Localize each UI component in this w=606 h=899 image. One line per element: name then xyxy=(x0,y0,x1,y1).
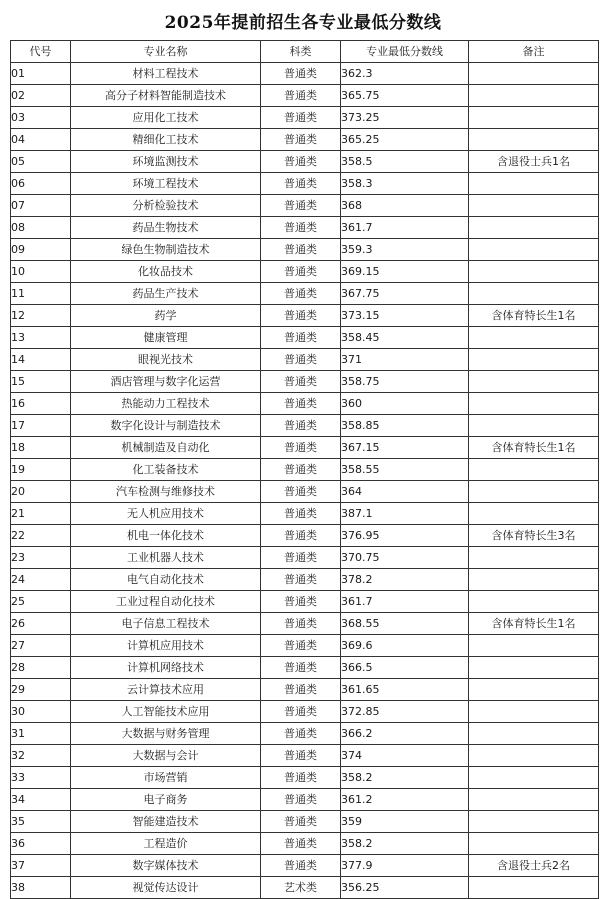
cell-score: 368 xyxy=(341,195,469,217)
cell-name: 化工装备技术 xyxy=(71,459,261,481)
cell-score: 373.15 xyxy=(341,305,469,327)
cell-name: 材料工程技术 xyxy=(71,63,261,85)
table-row xyxy=(11,525,599,547)
cell-name: 数字化设计与制造技术 xyxy=(71,415,261,437)
cell-name: 热能动力工程技术 xyxy=(71,393,261,415)
cell-note xyxy=(469,173,599,195)
cell-code: 09 xyxy=(11,239,71,261)
cell-name: 电子商务 xyxy=(71,789,261,811)
cell-note xyxy=(469,85,599,107)
cell-score: 361.7 xyxy=(341,591,469,613)
table-row xyxy=(11,657,599,679)
cell-score: 358.85 xyxy=(341,415,469,437)
cell-name: 数字媒体技术 xyxy=(71,855,261,877)
cell-name: 机电一体化技术 xyxy=(71,525,261,547)
header-name: 专业名称 xyxy=(71,41,261,63)
cell-name: 大数据与会计 xyxy=(71,745,261,767)
cell-type: 普通类 xyxy=(261,151,341,173)
cell-note xyxy=(469,217,599,239)
cell-code: 31 xyxy=(11,723,71,745)
cell-note: 含退役士兵2名 xyxy=(469,855,599,877)
cell-code: 04 xyxy=(11,129,71,151)
cell-note xyxy=(469,789,599,811)
cell-type: 普通类 xyxy=(261,745,341,767)
table-row xyxy=(11,107,599,129)
cell-note xyxy=(469,415,599,437)
cell-type: 普通类 xyxy=(261,393,341,415)
cell-score: 361.2 xyxy=(341,789,469,811)
cell-score: 366.5 xyxy=(341,657,469,679)
cell-note xyxy=(469,327,599,349)
cell-note xyxy=(469,239,599,261)
cell-code: 12 xyxy=(11,305,71,327)
cell-score: 371 xyxy=(341,349,469,371)
cell-note xyxy=(469,723,599,745)
table-row xyxy=(11,679,599,701)
cell-code: 21 xyxy=(11,503,71,525)
cell-name: 无人机应用技术 xyxy=(71,503,261,525)
header-row xyxy=(11,41,599,63)
cell-note xyxy=(469,261,599,283)
cell-note xyxy=(469,569,599,591)
cell-name: 化妆品技术 xyxy=(71,261,261,283)
table-row xyxy=(11,415,599,437)
cell-type: 普通类 xyxy=(261,635,341,657)
cell-note xyxy=(469,833,599,855)
cell-name: 应用化工技术 xyxy=(71,107,261,129)
cell-type: 普通类 xyxy=(261,107,341,129)
cell-code: 05 xyxy=(11,151,71,173)
cell-note xyxy=(469,63,599,85)
cell-type: 普通类 xyxy=(261,327,341,349)
table-row xyxy=(11,349,599,371)
cell-type: 普通类 xyxy=(261,481,341,503)
cell-type: 普通类 xyxy=(261,85,341,107)
cell-score: 376.95 xyxy=(341,525,469,547)
cell-score: 360 xyxy=(341,393,469,415)
cell-type: 普通类 xyxy=(261,569,341,591)
table-row xyxy=(11,305,599,327)
cell-note xyxy=(469,657,599,679)
cell-code: 19 xyxy=(11,459,71,481)
cell-name: 环境工程技术 xyxy=(71,173,261,195)
table-row xyxy=(11,613,599,635)
table-row xyxy=(11,63,599,85)
cell-name: 工业过程自动化技术 xyxy=(71,591,261,613)
cell-code: 11 xyxy=(11,283,71,305)
cell-type: 普通类 xyxy=(261,591,341,613)
cell-type: 普通类 xyxy=(261,657,341,679)
page-title: 2025年提前招生各专业最低分数线 xyxy=(164,13,442,33)
cell-code: 20 xyxy=(11,481,71,503)
cell-type: 普通类 xyxy=(261,283,341,305)
cell-name: 环境监测技术 xyxy=(71,151,261,173)
cell-type: 普通类 xyxy=(261,195,341,217)
cell-name: 人工智能技术应用 xyxy=(71,701,261,723)
cell-score: 377.9 xyxy=(341,855,469,877)
cell-note xyxy=(469,349,599,371)
cell-type: 普通类 xyxy=(261,63,341,85)
cell-code: 34 xyxy=(11,789,71,811)
header-code: 代号 xyxy=(11,41,71,63)
table-row xyxy=(11,151,599,173)
cell-score: 370.75 xyxy=(341,547,469,569)
cell-type: 普通类 xyxy=(261,217,341,239)
cell-score: 369.6 xyxy=(341,635,469,657)
cell-name: 精细化工技术 xyxy=(71,129,261,151)
cell-note: 含体育特长生1名 xyxy=(469,305,599,327)
table-row xyxy=(11,195,599,217)
cell-score: 356.25 xyxy=(341,877,469,899)
cell-code: 22 xyxy=(11,525,71,547)
cell-name: 眼视光技术 xyxy=(71,349,261,371)
cell-score: 364 xyxy=(341,481,469,503)
table-row xyxy=(11,789,599,811)
cell-score: 359.3 xyxy=(341,239,469,261)
table-row xyxy=(11,459,599,481)
cell-code: 29 xyxy=(11,679,71,701)
cell-code: 35 xyxy=(11,811,71,833)
cell-note xyxy=(469,503,599,525)
cell-type: 普通类 xyxy=(261,371,341,393)
cell-name: 电子信息工程技术 xyxy=(71,613,261,635)
cell-type: 普通类 xyxy=(261,239,341,261)
cell-code: 24 xyxy=(11,569,71,591)
score-table xyxy=(10,40,599,899)
cell-code: 23 xyxy=(11,547,71,569)
cell-type: 普通类 xyxy=(261,767,341,789)
cell-note xyxy=(469,283,599,305)
cell-code: 01 xyxy=(11,63,71,85)
cell-score: 378.2 xyxy=(341,569,469,591)
cell-note xyxy=(469,767,599,789)
table-row xyxy=(11,217,599,239)
cell-type: 普通类 xyxy=(261,415,341,437)
table-row xyxy=(11,437,599,459)
cell-type: 普通类 xyxy=(261,833,341,855)
cell-score: 367.75 xyxy=(341,283,469,305)
cell-type: 普通类 xyxy=(261,701,341,723)
cell-name: 健康管理 xyxy=(71,327,261,349)
cell-code: 26 xyxy=(11,613,71,635)
cell-name: 云计算技术应用 xyxy=(71,679,261,701)
table-row xyxy=(11,129,599,151)
cell-score: 374 xyxy=(341,745,469,767)
table-row xyxy=(11,393,599,415)
cell-type: 普通类 xyxy=(261,305,341,327)
cell-type: 普通类 xyxy=(261,525,341,547)
cell-type: 普通类 xyxy=(261,129,341,151)
cell-score: 362.3 xyxy=(341,63,469,85)
cell-type: 普通类 xyxy=(261,613,341,635)
table-row xyxy=(11,833,599,855)
cell-name: 绿色生物制造技术 xyxy=(71,239,261,261)
table-row xyxy=(11,701,599,723)
cell-type: 普通类 xyxy=(261,261,341,283)
cell-note xyxy=(469,371,599,393)
cell-name: 工程造价 xyxy=(71,833,261,855)
cell-note: 含体育特长生3名 xyxy=(469,525,599,547)
cell-type: 普通类 xyxy=(261,173,341,195)
cell-note: 含体育特长生1名 xyxy=(469,437,599,459)
cell-name: 药品生物技术 xyxy=(71,217,261,239)
cell-note xyxy=(469,679,599,701)
cell-type: 普通类 xyxy=(261,547,341,569)
cell-code: 03 xyxy=(11,107,71,129)
cell-score: 373.25 xyxy=(341,107,469,129)
cell-name: 药品生产技术 xyxy=(71,283,261,305)
cell-code: 32 xyxy=(11,745,71,767)
cell-name: 计算机应用技术 xyxy=(71,635,261,657)
cell-type: 普通类 xyxy=(261,811,341,833)
cell-type: 普通类 xyxy=(261,437,341,459)
cell-note xyxy=(469,481,599,503)
cell-note xyxy=(469,107,599,129)
cell-code: 02 xyxy=(11,85,71,107)
cell-code: 13 xyxy=(11,327,71,349)
cell-score: 365.25 xyxy=(341,129,469,151)
cell-type: 普通类 xyxy=(261,723,341,745)
cell-code: 18 xyxy=(11,437,71,459)
cell-note xyxy=(469,393,599,415)
cell-code: 08 xyxy=(11,217,71,239)
table-row xyxy=(11,261,599,283)
cell-name: 大数据与财务管理 xyxy=(71,723,261,745)
cell-code: 16 xyxy=(11,393,71,415)
cell-type: 普通类 xyxy=(261,503,341,525)
table-row xyxy=(11,283,599,305)
table-row xyxy=(11,811,599,833)
table-row xyxy=(11,547,599,569)
cell-note: 含退役士兵1名 xyxy=(469,151,599,173)
table-row xyxy=(11,855,599,877)
cell-code: 37 xyxy=(11,855,71,877)
cell-code: 38 xyxy=(11,877,71,899)
cell-note xyxy=(469,701,599,723)
cell-code: 14 xyxy=(11,349,71,371)
cell-note xyxy=(469,811,599,833)
cell-code: 15 xyxy=(11,371,71,393)
cell-name: 计算机网络技术 xyxy=(71,657,261,679)
cell-code: 33 xyxy=(11,767,71,789)
cell-code: 30 xyxy=(11,701,71,723)
table-row xyxy=(11,503,599,525)
cell-type: 普通类 xyxy=(261,349,341,371)
cell-score: 361.65 xyxy=(341,679,469,701)
cell-note xyxy=(469,591,599,613)
table-row xyxy=(11,327,599,349)
cell-score: 359 xyxy=(341,811,469,833)
cell-name: 智能建造技术 xyxy=(71,811,261,833)
cell-note xyxy=(469,745,599,767)
cell-type: 普通类 xyxy=(261,459,341,481)
header-note: 备注 xyxy=(469,41,599,63)
table-row xyxy=(11,371,599,393)
cell-name: 药学 xyxy=(71,305,261,327)
cell-code: 06 xyxy=(11,173,71,195)
cell-score: 369.15 xyxy=(341,261,469,283)
cell-name: 市场营销 xyxy=(71,767,261,789)
table-row xyxy=(11,767,599,789)
cell-name: 视觉传达设计 xyxy=(71,877,261,899)
cell-note xyxy=(469,547,599,569)
cell-score: 372.85 xyxy=(341,701,469,723)
table-row xyxy=(11,635,599,657)
cell-code: 36 xyxy=(11,833,71,855)
cell-score: 366.2 xyxy=(341,723,469,745)
cell-name: 电气自动化技术 xyxy=(71,569,261,591)
cell-type: 普通类 xyxy=(261,789,341,811)
cell-score: 368.55 xyxy=(341,613,469,635)
cell-score: 358.45 xyxy=(341,327,469,349)
cell-code: 25 xyxy=(11,591,71,613)
cell-score: 365.75 xyxy=(341,85,469,107)
cell-score: 358.5 xyxy=(341,151,469,173)
cell-note xyxy=(469,129,599,151)
cell-name: 高分子材料智能制造技术 xyxy=(71,85,261,107)
table-row xyxy=(11,481,599,503)
cell-score: 358.2 xyxy=(341,767,469,789)
table-row xyxy=(11,569,599,591)
cell-type: 普通类 xyxy=(261,855,341,877)
cell-score: 358.55 xyxy=(341,459,469,481)
header-score: 专业最低分数线 xyxy=(341,41,469,63)
table-row xyxy=(11,85,599,107)
header-type: 科类 xyxy=(261,41,341,63)
table-row xyxy=(11,173,599,195)
cell-score: 387.1 xyxy=(341,503,469,525)
cell-score: 358.3 xyxy=(341,173,469,195)
cell-code: 27 xyxy=(11,635,71,657)
table-row xyxy=(11,745,599,767)
cell-note xyxy=(469,635,599,657)
table-row xyxy=(11,723,599,745)
cell-note: 含体育特长生1名 xyxy=(469,613,599,635)
cell-type: 普通类 xyxy=(261,679,341,701)
cell-score: 367.15 xyxy=(341,437,469,459)
cell-name: 机械制造及自动化 xyxy=(71,437,261,459)
cell-code: 10 xyxy=(11,261,71,283)
cell-note xyxy=(469,459,599,481)
cell-name: 汽车检测与维修技术 xyxy=(71,481,261,503)
cell-name: 酒店管理与数字化运营 xyxy=(71,371,261,393)
cell-code: 28 xyxy=(11,657,71,679)
cell-note xyxy=(469,195,599,217)
cell-code: 07 xyxy=(11,195,71,217)
cell-score: 361.7 xyxy=(341,217,469,239)
cell-name: 工业机器人技术 xyxy=(71,547,261,569)
cell-name: 分析检验技术 xyxy=(71,195,261,217)
cell-score: 358.2 xyxy=(341,833,469,855)
cell-code: 17 xyxy=(11,415,71,437)
table-row xyxy=(11,591,599,613)
table-body xyxy=(11,63,599,899)
cell-type: 艺术类 xyxy=(261,877,341,899)
cell-score: 358.75 xyxy=(341,371,469,393)
table-row xyxy=(11,239,599,261)
